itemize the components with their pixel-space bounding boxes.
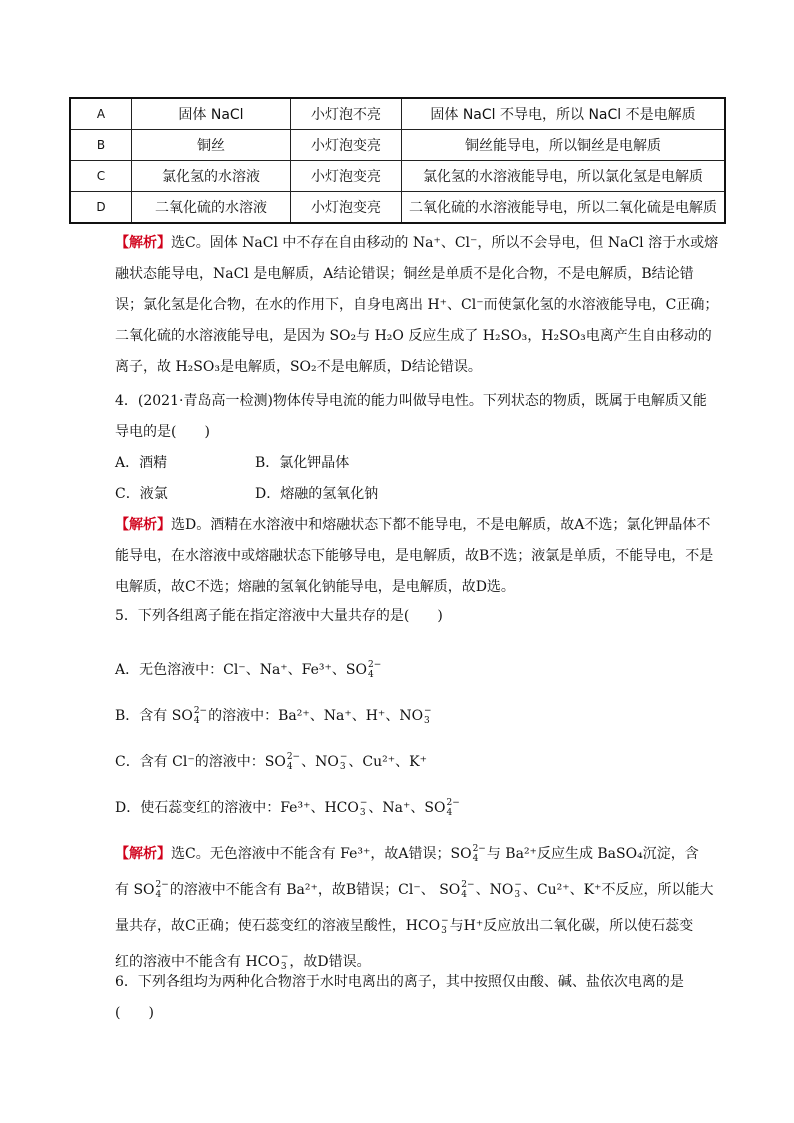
- question-5: [115, 601, 720, 975]
- table-row: [70, 161, 725, 192]
- analysis-q4: [115, 510, 720, 603]
- choices-row: [115, 479, 720, 510]
- conclusion-cell: 二氧化硫的水溶液能导电，所以二氧化硫是电解质: [402, 192, 726, 224]
- conclusion-cell: 铜丝能导电，所以铜丝是电解质: [402, 130, 726, 161]
- substance-cell: 铜丝: [132, 130, 291, 161]
- option-letter: D: [70, 192, 132, 224]
- phenomenon-cell: 小灯泡变亮: [291, 161, 402, 192]
- options-table: [69, 97, 726, 224]
- table-row: [70, 192, 725, 224]
- analysis-q5-line3: 量共存，故C正确；使石蕊变红的溶液呈酸性，HCO − 3 与H⁺反应放出二氧化碳，所以使石蕊变: [115, 916, 694, 936]
- analysis-tag: 【解析】: [115, 235, 171, 251]
- choice-c: C．含有 Cl⁻的溶液中：SO 2− 4 、NO − 3 、Cu²⁺、K⁺: [115, 752, 427, 772]
- question-4: [115, 386, 720, 603]
- analysis-tag: 【解析】: [115, 846, 171, 862]
- analysis-q3: [115, 228, 720, 383]
- substance-cell: 氯化氢的水溶液: [132, 161, 291, 192]
- analysis-q5-line1: 【解析】选C。无色溶液中不能含有 Fe³⁺，故A错误；SO 2− 4 与 Ba²⁺反应生成 BaSO₄沉淀，含: [115, 844, 699, 864]
- analysis-text: 选D。酒精在水溶液中和熔融状态下都不能导电，不是电解质，故A不选；氯化钾晶体不能导电，在水溶液中或熔融状态下能够导电，是电解质，故B不选；液氯是单质，不能导电，不是电解质，故C不选；熔融的氢氧化钠能导电，是电解质，故D选。: [115, 517, 714, 595]
- choice-b: B．含有 SO 2− 4 的溶液中：Ba²⁺、Na⁺、H⁺、NO − 3: [115, 706, 432, 726]
- substance-cell: 固体 NaCl: [132, 98, 291, 130]
- so4-ion-marks: 2− 4: [367, 660, 382, 680]
- choice-a: A．酒精: [115, 455, 168, 471]
- conclusion-cell: 固体 NaCl 不导电，所以 NaCl 不是电解质: [402, 98, 726, 130]
- conclusion-cell: 氯化氢的水溶液能导电，所以氯化氢是电解质: [402, 161, 726, 192]
- question-6: [115, 967, 720, 1029]
- option-letter: A: [70, 98, 132, 130]
- phenomenon-cell: 小灯泡变亮: [291, 192, 402, 224]
- phenomenon-cell: 小灯泡变亮: [291, 130, 402, 161]
- choices-row: [115, 448, 720, 479]
- option-letter: B: [70, 130, 132, 161]
- choice-b: B．氯化钾晶体: [255, 455, 350, 471]
- choice-c: C．液氯: [115, 486, 168, 502]
- table-row: [70, 130, 725, 161]
- choice-d: D．使石蕊变红的溶液中：Fe³⁺、HCO − 3 、Na⁺、SO 2− 4: [115, 798, 460, 818]
- choice-d: D．熔融的氢氧化钠: [255, 486, 379, 502]
- question-stem: 6．下列各组均为两种化合物溶于水时电离出的离子，其中按照仅由酸、碱、盐依次电离的是( ): [115, 974, 684, 1021]
- choice-a: A．无色溶液中：Cl⁻、Na⁺、Fe³⁺、SO 2− 4: [115, 660, 382, 680]
- substance-cell: 二氧化硫的水溶液: [132, 192, 291, 224]
- phenomenon-cell: 小灯泡不亮: [291, 98, 402, 130]
- analysis-q5-line2: 有 SO 2− 4 的溶液中不能含有 Ba²⁺，故B错误；Cl⁻、 SO 2− 4 、NO − 3 、Cu²⁺、K⁺不反应，所以能大: [115, 880, 714, 900]
- analysis-tag: 【解析】: [115, 517, 171, 533]
- analysis-q5-line4: 红的溶液中不能含有 HCO − 3 ，故D错误。: [115, 952, 371, 972]
- analysis-text: 选C。固体 NaCl 中不存在自由移动的 Na⁺、Cl⁻，所以不会导电，但 NaCl 溶于水或熔融状态能导电，NaCl 是电解质，A结论错误；铜丝是单质不是化合物，不是电解质，B结论错误；氯化氢是化合物，在水的作用下，自身电离出 H⁺、Cl⁻而使氯化氢的水溶液能导电，C正确；二氧化硫的水溶液能导电，是因为 SO₂与 H₂O 反应生成了 H₂SO₃，H₂SO₃电离产生自由移动的离子，故 H₂SO₃是电解质，SO₂不是电解质，D结论错误。: [115, 235, 719, 375]
- question-stem: 5．下列各组离子能在指定溶液中大量共存的是( ): [115, 608, 443, 624]
- table-row: [70, 98, 725, 130]
- option-letter: C: [70, 161, 132, 192]
- question-stem: 4．(2021·青岛高一检测)物体传导电流的能力叫做导电性。下列状态的物质，既属于电解质又能导电的是( ): [115, 393, 707, 440]
